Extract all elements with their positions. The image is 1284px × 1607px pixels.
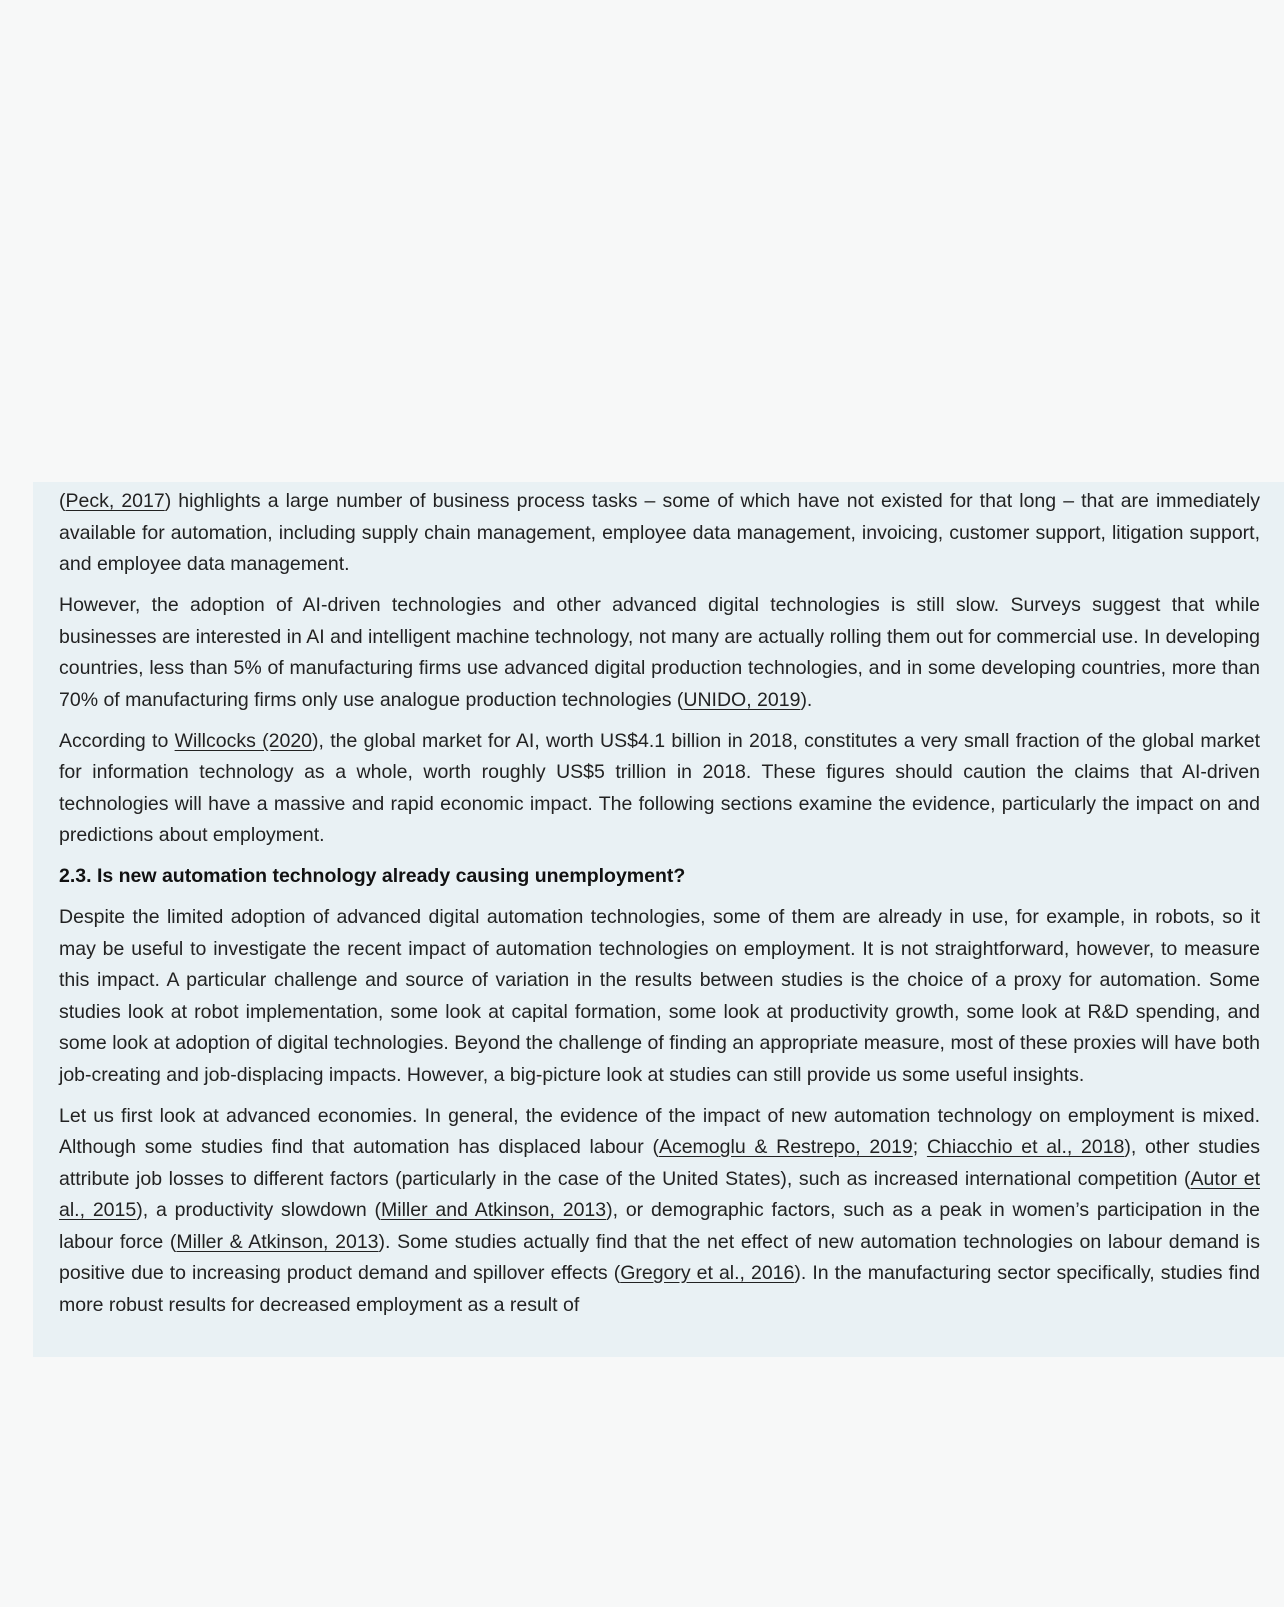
text-run: ) highlights a large number of business process tasks – some of which have not existed for that long – that are immediately available for automation, including supply chain management, employee data management, invoicing, customer support, litigation support, and employee data management. xyxy=(59,490,1260,575)
citation-link-gregory-2016[interactable]: Gregory et al., 2016 xyxy=(620,1262,795,1284)
text-run: ( xyxy=(59,490,66,512)
paragraph-adoption-slow xyxy=(59,590,1260,716)
citation-link-willcocks-2020[interactable]: Willcocks (2020 xyxy=(174,729,313,752)
text-run: ; xyxy=(912,1136,927,1158)
text-run: ), the global market for AI, worth US$4.1 billion in 2018, constitutes a very small fraction of the global market for information technology as a whole, worth roughly US$5 trillion in 2018. These figures should caution the claims that AI-driven technologies will have a massive and rapid economic impact. The following sections examine the evidence, particularly the impact on and predictions about employment. xyxy=(59,729,1260,846)
text-run: ), other studies attribute job losses to different factors (particularly in the case of the United States), such as increased international competition ( xyxy=(59,1136,1260,1190)
citation-link-acemoglu-restrepo-2019[interactable]: Acemoglu & Restrepo, 2019 xyxy=(658,1136,913,1158)
citation-link-miller-atkinson-2013-a[interactable]: Miller and Atkinson, 2013 xyxy=(381,1199,607,1221)
section-heading: 2.3. Is new automation technology already causing unemployment? xyxy=(59,865,686,887)
paragraph-global-market-ai xyxy=(59,726,1260,852)
citation-link-autor-2015[interactable]: Autor et al., 2015 xyxy=(59,1167,1260,1221)
text-run: ). Some studies actually find that the net effect of new automation technologies on labour demand is positive due to increasing product demand and spillover effects ( xyxy=(59,1230,1261,1284)
article-body xyxy=(59,486,1260,1321)
text-run: Let us first look at advanced economies. In general, the evidence of the impact of new automation technology on employment is mixed. Although some studies find that automation has displaced labour ( xyxy=(59,1104,1260,1158)
text-run: ). In the manufacturing sector specifically, studies find more robust results for decreased employment as a result of xyxy=(59,1262,1261,1316)
paragraph-business-process-tasks xyxy=(59,486,1260,581)
text-run: However, the adoption of AI-driven technologies and other advanced digital technologies is still slow. Surveys suggest that while businesses are interested in AI and intelligent machine technology, not many are actually rolling them out for commercial use. In developing countries, less than 5% of manufacturing firms use advanced digital production technologies, and in some developing countries, more than 70% of manufacturing firms only use analogue production technologies ( xyxy=(59,594,1260,711)
article-content-panel xyxy=(33,482,1284,1357)
text-run: Despite the limited adoption of advanced digital automation technologies, some of them are already in use, for example, in robots, so it may be useful to investigate the recent impact of automation technologies on employment. It is not straightforward, however, to measure this impact. A particular challenge and source of variation in the results between studies is the choice of a proxy for automation. Some studies look at robot implementation, some look at capital formation, some look at productivity growth, some look at R&D spending, and some look at adoption of digital technologies. Beyond the challenge of finding an appropriate measure, most of these proxies will have both job-creating and job-displacing impacts. However, a big-picture look at studies can still provide us some useful insights. xyxy=(59,906,1260,1086)
citation-link-peck-2017[interactable]: Peck, 2017 xyxy=(65,490,165,512)
paragraph-measuring-impact xyxy=(59,902,1260,1091)
paragraph-advanced-economies xyxy=(59,1101,1260,1322)
text-run: ), a productivity slowdown ( xyxy=(136,1199,382,1221)
citation-link-miller-atkinson-2013-b[interactable]: Miller & Atkinson, 2013 xyxy=(176,1230,379,1253)
text-run: According to xyxy=(59,729,175,752)
text-run: ), or demographic factors, such as a peak in women’s participation in the labour force ( xyxy=(59,1199,1260,1253)
citation-link-unido-2019[interactable]: UNIDO, 2019 xyxy=(683,688,801,711)
text-run: ). xyxy=(800,688,813,711)
citation-link-chiacchio-2018[interactable]: Chiacchio et al., 2018 xyxy=(926,1136,1125,1158)
